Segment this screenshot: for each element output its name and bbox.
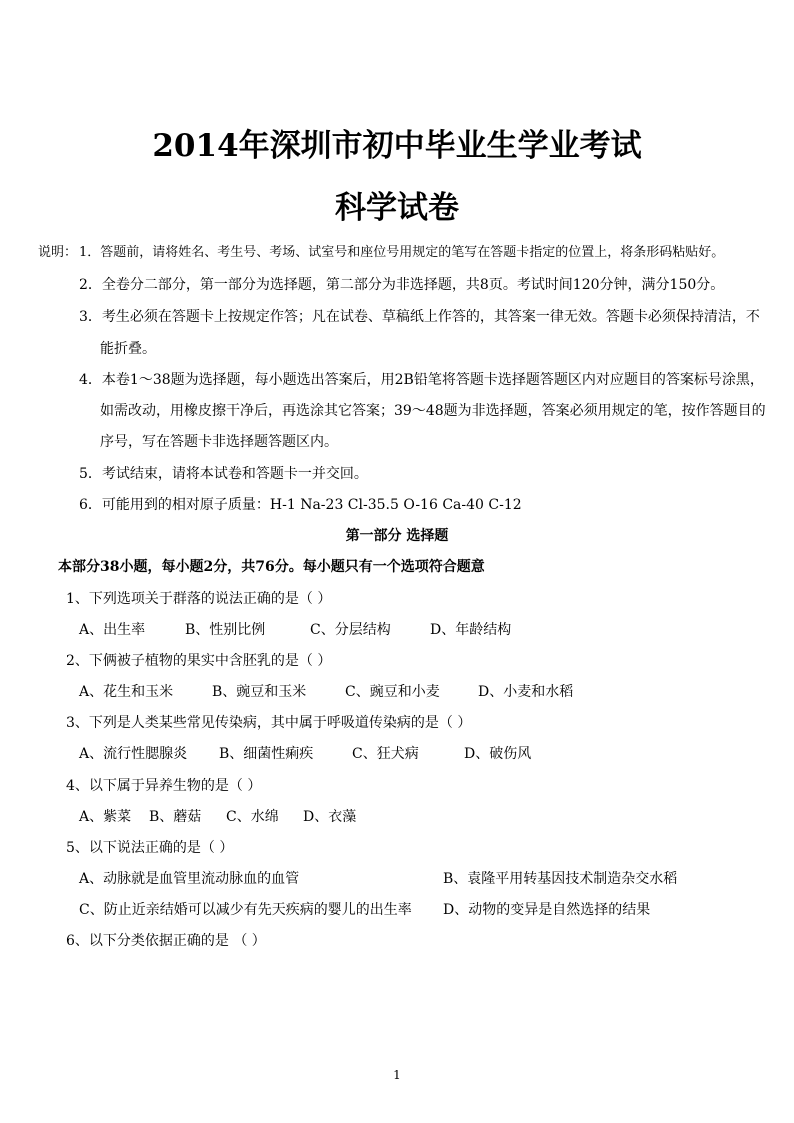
option: A、紫菜	[79, 809, 132, 825]
option: D、破伤风	[464, 746, 532, 762]
exam-title: 2014年深圳市初中毕业生学业考试	[152, 128, 642, 164]
option: A、花生和玉米	[79, 684, 174, 700]
page-number: 1	[393, 1068, 401, 1082]
option: D、年龄结构	[430, 622, 512, 638]
option: B、细菌性痢疾	[219, 746, 314, 762]
option: C、防止近亲结婚可以减少有先天疾病的婴儿的出生率	[79, 902, 412, 918]
option: A、出生率	[79, 622, 146, 638]
instructions-label: 说明：	[38, 245, 78, 260]
option: A、动脉就是血管里流动脉血的血管	[79, 871, 300, 887]
instruction-item: 能折叠。	[100, 341, 156, 357]
question-stem: 5、以下说法正确的是（ ）	[66, 840, 234, 856]
instruction-item: 6．可能用到的相对原子质量：H-1 Na-23 Cl-35.5 O-16 Ca-40 C-12	[79, 497, 522, 513]
instruction-item: 1．答题前，请将姓名、考生号、考场、试室号和座位号用规定的笔写在答题卡指定的位置上，将条形码粘贴好。	[79, 245, 725, 260]
option: D、动物的变异是自然选择的结果	[443, 902, 651, 918]
option: A、流行性腮腺炎	[79, 746, 188, 762]
instruction-item: 2．全卷分二部分，第一部分为选择题，第二部分为非选择题，共8页。考试时间120分钟，满分150分。	[79, 277, 725, 293]
option: C、水绵	[226, 809, 279, 825]
option: B、袁隆平用转基因技术制造杂交水稻	[443, 871, 678, 887]
instruction-item: 5．考试结束，请将本试卷和答题卡一并交回。	[79, 466, 368, 482]
option: D、小麦和水稻	[478, 684, 574, 700]
option: B、蘑菇	[149, 809, 202, 825]
question-stem: 3、下列是人类某些常见传染病，其中属于呼吸道传染病的是（ ）	[66, 715, 472, 731]
question-stem: 6、以下分类依据正确的是 （ ）	[66, 933, 266, 949]
option: C、狂犬病	[352, 746, 419, 762]
instruction-item: 4．本卷1～38题为选择题，每小题选出答案后，用2B铅笔将答题卡选择题答题区内对应题目的答案标号涂黑，	[79, 372, 764, 388]
option: B、性别比例	[185, 622, 266, 638]
instruction-item: 如需改动，用橡皮擦干净后，再选涂其它答案；39～48题为非选择题，答案必须用规定的笔，按作答题目的	[100, 403, 766, 419]
option: C、分层结构	[310, 622, 391, 638]
question-stem: 1、下列选项关于群落的说法正确的是（ ）	[66, 591, 332, 607]
instruction-item: 序号，写在答题卡非选择题答题区内。	[100, 434, 338, 450]
instruction-item: 3．考生必须在答题卡上按规定作答；凡在试卷、草稿纸上作答的，其答案一律无效。答题卡必须保持清洁，不	[79, 309, 760, 325]
exam-subtitle: 科学试卷	[335, 190, 459, 226]
option: C、豌豆和小麦	[345, 684, 440, 700]
question-stem: 4、以下属于异养生物的是（ ）	[66, 778, 262, 794]
option: B、豌豆和玉米	[212, 684, 307, 700]
option: D、衣藻	[303, 809, 357, 825]
section-title: 第一部分 选择题	[345, 528, 449, 544]
question-stem: 2、下俩被子植物的果实中含胚乳的是（ ）	[66, 653, 332, 669]
section-note: 本部分38小题，每小题2分，共76分。每小题只有一个选项符合题意	[58, 559, 485, 575]
